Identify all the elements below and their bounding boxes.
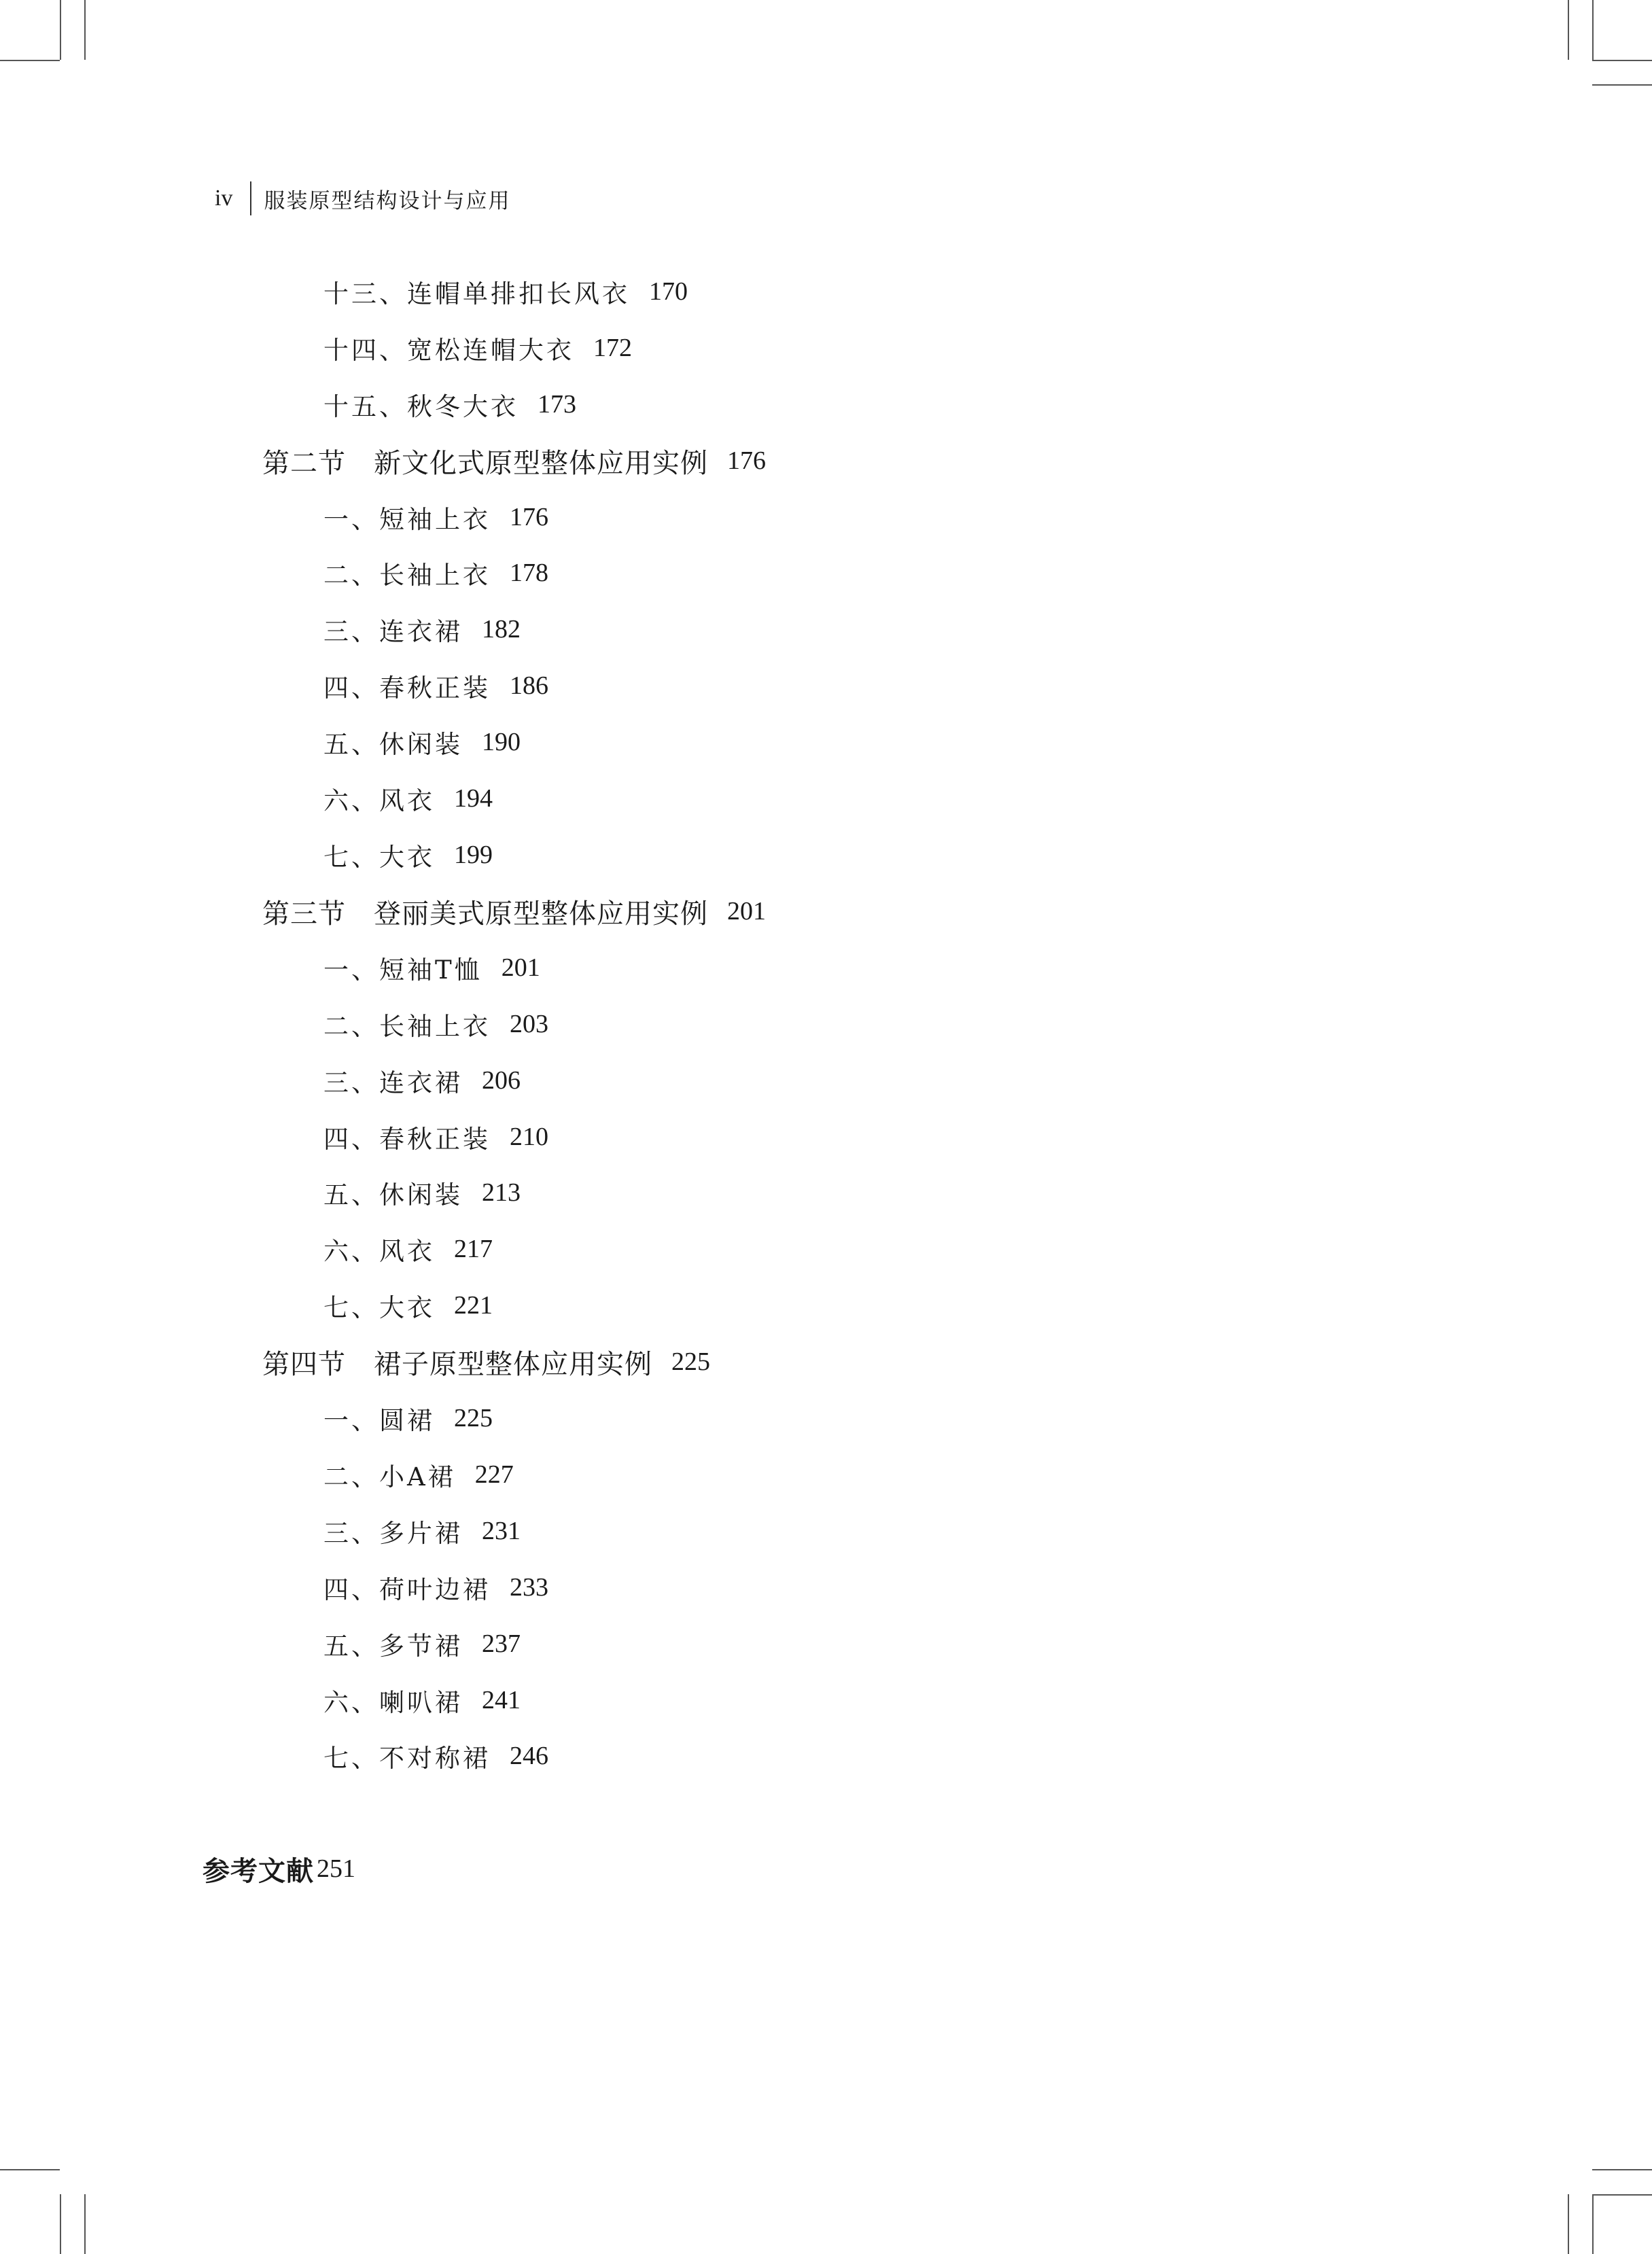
toc-entry-title: 五、休闲装: [323, 730, 463, 759]
toc-entry-title: 三、连衣裙: [323, 617, 463, 646]
toc-entry-page-number: 246: [510, 1742, 548, 1770]
toc-entry-title: 六、喇叭裙: [323, 1688, 463, 1717]
toc-entry-title: 十五、秋冬大衣: [323, 392, 519, 421]
toc-entry-title: 第四节 裙子原型整体应用实例: [262, 1348, 652, 1379]
toc-entry-page-number: 225: [454, 1404, 493, 1432]
toc-entry-title: 六、风衣: [323, 1237, 435, 1266]
crop-mark: [84, 2194, 86, 2254]
book-title: 服装原型结构设计与应用: [264, 188, 511, 213]
crop-mark: [1568, 0, 1569, 60]
toc-entry-page-number: 233: [510, 1573, 548, 1602]
toc-entry-title: 一、圆裙: [323, 1406, 435, 1435]
toc-entry-title: 第三节 登丽美式原型整体应用实例: [262, 898, 708, 929]
toc-entry-title: 三、多片裙: [323, 1519, 463, 1548]
toc-entry-page-number: 237: [482, 1630, 521, 1658]
toc-entry-title: 五、休闲装: [323, 1180, 463, 1210]
crop-mark: [0, 2169, 60, 2170]
toc-entry-page-number: 217: [454, 1235, 493, 1263]
running-head: [215, 181, 510, 216]
toc-entry-title: 二、长袖上衣: [323, 1012, 491, 1041]
toc-entry-title: 四、春秋正装: [323, 1125, 491, 1154]
toc-entry-page-number: 225: [671, 1348, 710, 1376]
toc-entry-page-number: 227: [474, 1460, 514, 1489]
toc-entry-title: 十四、宽松连帽大衣: [323, 336, 574, 365]
crop-mark: [60, 2194, 61, 2254]
toc-entry-page-number: 251: [317, 1854, 355, 1883]
toc-entry-page-number: 194: [454, 784, 493, 813]
toc-entry-page-number: 182: [482, 615, 521, 644]
toc-entry-title: 七、大衣: [323, 1293, 435, 1322]
header-divider: [250, 181, 251, 215]
toc-entry-title: 七、不对称裙: [323, 1744, 491, 1773]
toc-entry-title: 六、风衣: [323, 786, 435, 815]
toc-entry-page-number: 170: [649, 277, 688, 306]
toc-entry-title: 三、连衣裙: [323, 1068, 463, 1097]
toc-entry-title: 二、小A裙: [323, 1462, 456, 1492]
page-number: iv: [215, 186, 233, 211]
toc-entry-page-number: 213: [482, 1178, 521, 1207]
crop-mark: [1592, 2194, 1652, 2196]
toc-entry-title: 四、荷叶边裙: [323, 1575, 491, 1604]
crop-mark: [1592, 60, 1652, 61]
crop-mark: [1592, 0, 1594, 60]
crop-mark: [1568, 2194, 1569, 2254]
toc-entry-page-number: 210: [510, 1123, 548, 1151]
crop-mark: [0, 60, 60, 61]
toc-entry-title: 第二节 新文化式原型整体应用实例: [262, 447, 708, 478]
toc-entry-page-number: 186: [510, 671, 548, 700]
crop-mark: [1592, 2194, 1594, 2254]
toc-entry-title: 四、春秋正装: [323, 673, 491, 703]
toc-entry-page-number: 203: [510, 1010, 548, 1038]
toc-entry-page-number: 201: [501, 953, 540, 982]
toc-entry-title: 五、多节裙: [323, 1632, 463, 1661]
toc-entry-title: 一、短袖上衣: [323, 505, 491, 534]
toc-entry-page-number: 190: [482, 728, 521, 756]
toc-entry-page-number: 178: [510, 559, 548, 587]
crop-mark: [60, 0, 61, 60]
toc-entry-title: 二、长袖上衣: [323, 561, 491, 590]
toc-entry-page-number: 206: [482, 1066, 521, 1095]
toc-entry-title: 参考文献: [203, 1855, 314, 1887]
crop-mark: [1592, 84, 1652, 86]
crop-mark: [1592, 2169, 1652, 2170]
toc-entry-page-number: 172: [593, 334, 632, 362]
toc-entry-page-number: 221: [454, 1291, 493, 1320]
toc-entry-page-number: 241: [482, 1686, 521, 1714]
toc-entry-title: 七、大衣: [323, 843, 435, 872]
toc-entry-page-number: 199: [454, 841, 493, 869]
toc-entry-page-number: 231: [482, 1517, 521, 1545]
toc-entry-title: 一、短袖T恤: [323, 955, 482, 985]
toc-entry-page-number: 176: [510, 503, 548, 531]
crop-mark: [84, 0, 86, 60]
toc-entry-page-number: 173: [538, 390, 576, 419]
toc-entry-title: 十三、连帽单排扣长风衣: [323, 279, 630, 309]
toc-entry-page-number: 201: [727, 897, 766, 926]
toc-entry-page-number: 176: [727, 446, 766, 475]
